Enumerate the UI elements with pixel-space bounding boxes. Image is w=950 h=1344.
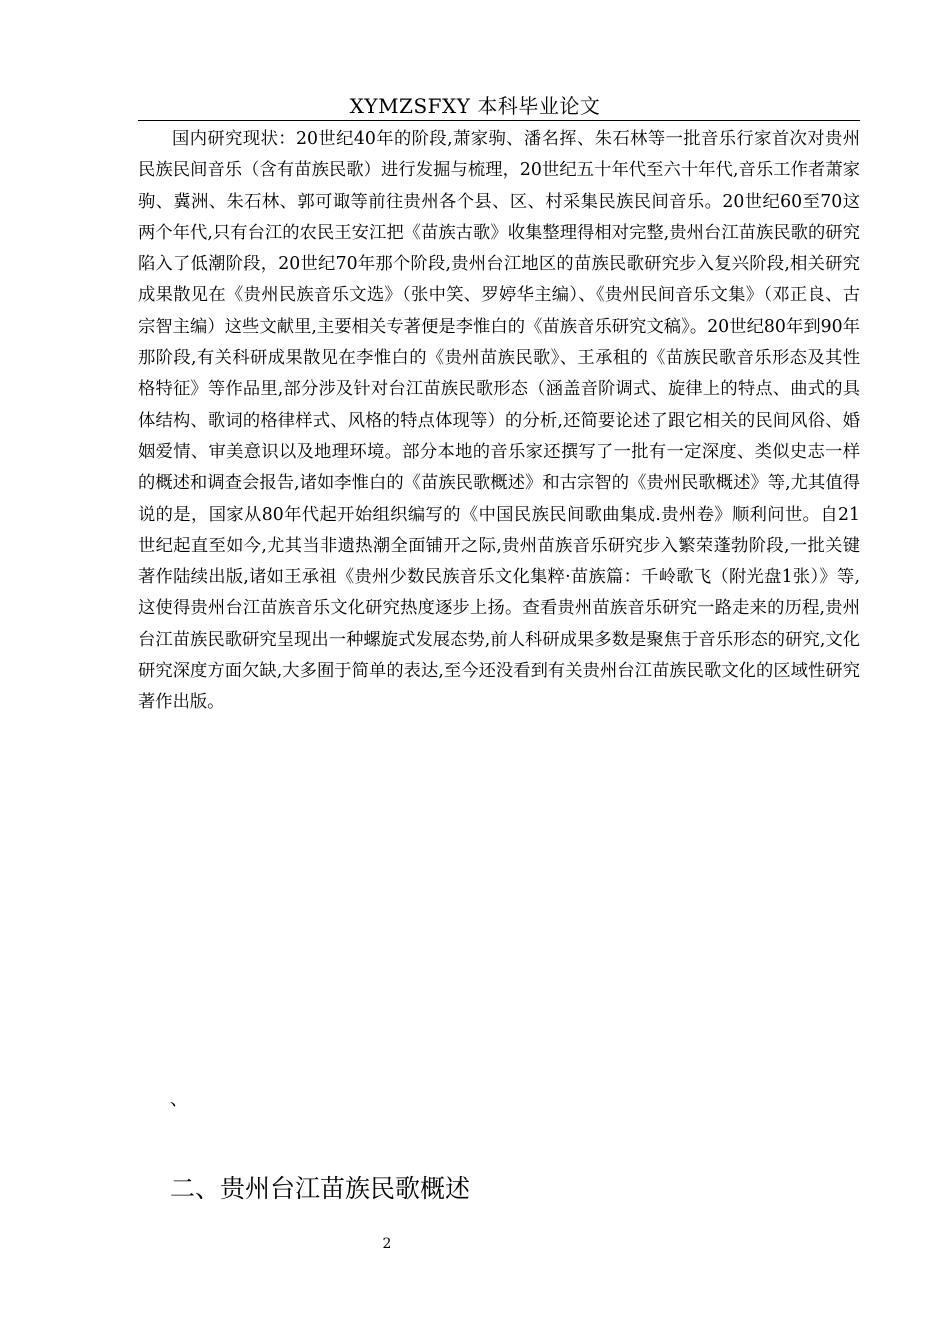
page-header-title: XYMZSFXY 本科毕业论文 bbox=[349, 94, 601, 118]
section-heading: 二、贵州台江苗族民歌概述 bbox=[170, 1174, 471, 1203]
page-number: 2 bbox=[382, 1236, 392, 1252]
header-divider bbox=[138, 120, 860, 121]
stray-punctuation-mark: 、 bbox=[170, 1089, 188, 1110]
body-paragraph: 国内研究现状：20世纪40年的阶段,萧家驹、潘名挥、朱石林等一批音乐行家首次对贵州民族民间音乐（含有苗族民歌）进行发掘与梳理，20世纪五十年代至六十年代,音乐工作者萧家驹、冀洲、朱石林、郭可诹等前往贵州各个县、区、村采集民族民间音乐。20世纪60至70这两个年代,只有台江的农民王安江把《苗族古歌》收集整理得相对完整,贵州台江苗族民歌的研究陷入了低潮阶段，20世纪70年那个阶段,贵州台江地区的苗族民歌研究步入复兴阶段,相关研究成果散见在《贵州民族音乐文选》（张中笑、罗婷华主编）、《贵州民间音乐文集》（邓正良、古宗智主编）这些文献里,主要相关专著便是李惟白的《苗族音乐研究文稿》。20世纪80年到90年那阶段,有关科研成果散见在李惟白的《贵州苗族民歌》、王承租的《苗族民歌音乐形态及其性格特征》等作品里,部分涉及针对台江苗族民歌形态（涵盖音阶调式、旋律上的特点、曲式的具体结构、歌词的格律样式、风格的特点体现等）的分析,还简要论述了跟它相关的民间风俗、婚姻爱情、审美意识以及地理环境。部分本地的音乐家还撰写了一批有一定深度、类似史志一样的概述和调查会报告,诸如李惟白的《苗族民歌概述》和古宗智的《贵州民歌概述》等,尤其值得说的是，国家从80年代起开始组织编写的《中国民族民间歌曲集成.贵州卷》顺利问世。自21世纪起直至如今,尤其当非遗热潮全面铺开之际,贵州苗族音乐研究步入繁荣蓬勃阶段,一批关键著作陆续出版,诸如王承祖《贵州少数民族音乐文化集粹·苗族篇：千岭歌飞（附光盘1张）》等,这使得贵州台江苗族音乐文化研究热度逐步上扬。查看贵州苗族音乐研究一路走来的历程,贵州台江苗族民歌研究呈现出一种螺旋式发展态势,前人科研成果多数是聚焦于音乐形态的研究,文化研究深度方面欠缺,大多囿于简单的表达,至今还没看到有关贵州台江苗族民歌文化的区域性研究著作出版。 bbox=[138, 129, 860, 713]
